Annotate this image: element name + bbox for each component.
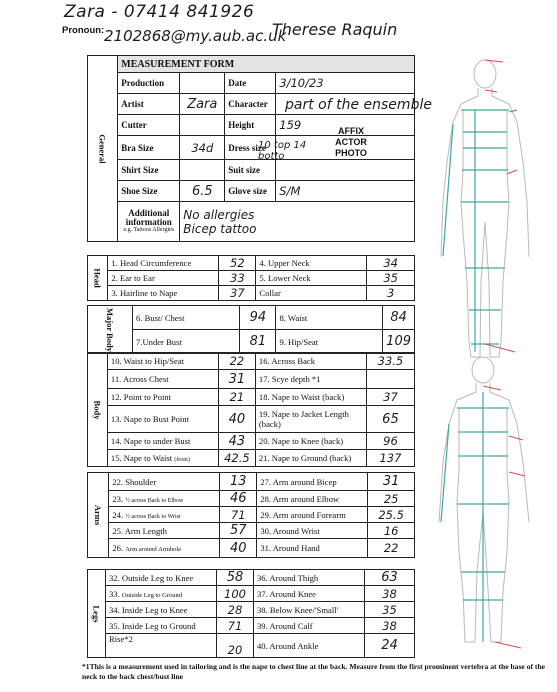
arms-row-2-label-text: 23. — [112, 493, 124, 504]
section-head: Head — [88, 256, 108, 301]
arms-row-4-label: 25. Arm Length — [109, 523, 220, 539]
arms-row-2-right-value[interactable]: 25 — [368, 491, 415, 507]
body-row-3-right-label: 18. Nape to Waist (back) — [255, 389, 366, 406]
head-row-1-value[interactable]: 52 — [219, 256, 256, 271]
head-row-2-right-value[interactable]: 35 — [367, 271, 415, 286]
artist-label: Artist — [118, 94, 180, 115]
body-row-6-label-small: (front) — [174, 457, 190, 463]
legs-row-4-right-label: 39. Around Calf — [254, 618, 365, 634]
shirt-value[interactable] — [180, 160, 225, 181]
legs-row-1-label: 32. Outside Leg to Knee — [106, 570, 217, 586]
body-row-1-value[interactable]: 22 — [218, 353, 255, 370]
arms-row-5-label-text: 26. — [112, 543, 124, 553]
form-title: MEASUREMENT FORM — [118, 56, 415, 73]
photo-placeholder: AFFIX ACTOR PHOTO — [335, 126, 367, 158]
head-row-3-label: 3. Hairline to Nape — [108, 286, 219, 301]
legs-row-2-label-text: 33. — [109, 588, 120, 599]
arms-row-2-value[interactable]: 46 — [220, 491, 257, 507]
artist-value[interactable]: Zara — [180, 94, 225, 115]
arms-row-2-right-label: 28. Arm around Elbow — [257, 491, 368, 507]
body-row-1-label: 10. Waist to Hip/Seat — [107, 353, 218, 370]
footnote: *1This is a measurement used in tailoring and is the nape to chest line at the back. Measure from the first prominent vertebra at the base of the neck to the back chest/bust line — [82, 662, 546, 681]
body-row-5-right-label: 20. Nape to Knee (back) — [255, 433, 366, 450]
additional-line2: Bicep tattoo — [183, 221, 257, 236]
arms-row-4-value[interactable]: 57 — [220, 523, 257, 539]
front-figure-measure-lines — [443, 110, 509, 352]
glove-value[interactable]: S/M — [276, 181, 415, 202]
cutter-label: Cutter — [118, 115, 180, 136]
body-row-2-right-label: 17. Scye depth *1 — [255, 370, 366, 389]
legs-row-2-label-small: Outside Leg to Ground — [121, 591, 183, 599]
arms-row-1-right-value[interactable]: 31 — [368, 473, 415, 491]
cutter-value[interactable] — [180, 115, 225, 136]
major-row-1-label: 6. Bust/ Chest — [133, 306, 240, 330]
body-table — [87, 352, 415, 467]
arms-row-1-right-label: 27. Arm around Bicep — [257, 473, 368, 491]
additional-info-cell — [118, 202, 180, 242]
height-label: Height — [225, 115, 276, 136]
arms-row-1-label: 22. Shoulder — [109, 473, 220, 491]
glove-label: Glove size — [225, 181, 276, 202]
legs-row-3-value[interactable]: 28 — [217, 602, 254, 618]
front-figure-outline — [441, 60, 529, 357]
head-row-1-label: 1. Head Circumference — [108, 256, 219, 271]
date-label: Date — [225, 73, 276, 94]
date-value[interactable]: 3/10/23 — [276, 73, 415, 94]
body-row-4-right-value[interactable]: 65 — [366, 406, 414, 433]
pronoun-label: Pronoun: — [62, 25, 105, 36]
arms-row-3-label-text: 24. — [112, 509, 124, 520]
arms-row-5-value[interactable]: 40 — [220, 539, 257, 558]
bra-label: Bra Size — [118, 136, 180, 160]
shoe-value[interactable]: 6.5 — [180, 181, 225, 202]
additional-line1: No allergies — [183, 207, 255, 222]
arms-row-5-right-label: 31. Around Hand — [257, 539, 368, 558]
arms-row-3-label — [109, 507, 220, 523]
body-row-4-label: 13. Nape to Bust Point — [107, 406, 218, 433]
head-row-3-right-label: Collar — [256, 286, 367, 301]
legs-row-3-right-value[interactable]: 35 — [365, 602, 415, 618]
additional-sub: e.g. Tattoos Allergies — [123, 227, 175, 233]
body-row-6-label-text: 15. Nape to Waist — [110, 453, 173, 463]
major-row-2-right-label: 9. Hip/Seat — [276, 330, 383, 354]
additional-label: Additional information — [125, 208, 172, 227]
character-label: Character — [225, 94, 276, 115]
section-body: Body — [88, 353, 108, 467]
arms-row-3-label-small: ½ across Back to Wrist — [125, 513, 181, 520]
legs-row-3-label: 34. Inside Leg to Knee — [106, 602, 217, 618]
major-body-table — [87, 305, 415, 354]
major-row-1-right-label: 8. Waist — [276, 306, 383, 330]
handwritten-contact: Zara - 07414 841926 — [64, 2, 255, 22]
major-row-2-label: 7.Under Bust — [133, 330, 240, 354]
arms-row-3-right-value[interactable]: 25.5 — [368, 507, 415, 523]
character-handwriting: part of the ensemble — [285, 97, 432, 113]
body-row-5-value[interactable]: 43 — [218, 433, 255, 450]
body-row-3-label: 12. Point to Point — [107, 389, 218, 406]
body-row-6-right-label: 21. Nape to Ground (back) — [255, 450, 366, 467]
handwritten-email: 2102868@my.aub.ac.uk — [104, 27, 287, 45]
body-row-3-right-value[interactable]: 37 — [366, 389, 414, 406]
body-row-4-right-label: 19. Nape to Jacket Length (back) — [255, 406, 366, 433]
shirt-label: Shirt Size — [118, 160, 180, 181]
legs-row-2-right-value[interactable]: 38 — [365, 586, 415, 602]
head-table — [87, 255, 415, 301]
height-value[interactable]: 159 — [276, 115, 415, 136]
head-row-1-right-label: 4. Upper Neck — [256, 256, 367, 271]
body-row-6-right-value[interactable]: 137 — [366, 450, 414, 467]
body-row-5-label: 14. Nape to under Bust — [107, 433, 218, 450]
bra-value[interactable]: 34d — [180, 136, 225, 160]
arms-row-4-right-label: 30. Around Wrist — [257, 523, 368, 539]
major-row-2-right-value[interactable]: 109 — [383, 330, 415, 354]
arms-row-5-label-small: Arm around Armhole — [125, 546, 182, 553]
body-row-2-value[interactable]: 31 — [218, 370, 255, 389]
back-figure-measure-lines — [441, 392, 509, 642]
body-row-1-right-label: 16. Across Back — [255, 353, 366, 370]
arms-row-3-value[interactable]: 71 — [220, 507, 257, 523]
legs-row-1-right-value[interactable]: 63 — [365, 570, 415, 586]
handwritten-role: Therese Raquin — [272, 20, 398, 39]
legs-row-5-label: Rise*2 — [106, 634, 217, 658]
head-row-2-right-label: 5. Lower Neck — [256, 271, 367, 286]
legs-row-4-right-value[interactable]: 38 — [365, 618, 415, 634]
head-row-2-value[interactable]: 33 — [219, 271, 256, 286]
body-row-5-right-value[interactable]: 96 — [366, 433, 414, 450]
production-value[interactable] — [180, 73, 225, 94]
dress-label: Dress size — [225, 136, 276, 160]
suit-label: Suit size — [225, 160, 276, 181]
arms-table — [87, 472, 415, 558]
arms-row-1-value[interactable]: 13 — [220, 473, 257, 491]
body-row-1-right-value[interactable]: 33.5 — [366, 353, 414, 370]
section-legs: Legs — [88, 570, 106, 658]
legs-row-1-value[interactable]: 58 — [217, 570, 254, 586]
dress-handwriting: 10 top 14 botto — [258, 140, 307, 162]
back-figure-outline — [439, 357, 529, 642]
body-row-2-label: 11. Across Chest — [107, 370, 218, 389]
body-row-6-value[interactable]: 42.5 — [218, 450, 255, 467]
arms-row-2-label — [109, 491, 220, 507]
body-row-3-value[interactable]: 21 — [218, 389, 255, 406]
section-major-body: Major Body — [88, 306, 133, 354]
legs-row-2-value[interactable]: 100 — [217, 586, 254, 602]
arms-row-4-right-value[interactable]: 16 — [368, 523, 415, 539]
body-row-2-right-value[interactable] — [366, 370, 414, 389]
head-row-1-right-value[interactable]: 34 — [367, 256, 415, 271]
legs-table — [87, 569, 415, 658]
arms-row-3-right-label: 29. Arm around Forearm — [257, 507, 368, 523]
legs-row-5-value[interactable]: 20 — [217, 634, 254, 658]
legs-row-5-right-value[interactable]: 24 — [365, 634, 415, 658]
section-general: General — [88, 56, 118, 242]
legs-row-4-label: 35. Inside Leg to Ground — [106, 618, 217, 634]
head-row-3-right-value[interactable]: 3 — [367, 286, 415, 301]
legs-row-4-value[interactable]: 71 — [217, 618, 254, 634]
arms-row-5-label — [109, 539, 220, 558]
arms-row-5-right-value[interactable]: 22 — [368, 539, 415, 558]
legs-row-5-right-label: 40. Around Ankle — [254, 634, 365, 658]
major-row-2-value[interactable]: 81 — [240, 330, 276, 354]
head-row-3-value[interactable]: 37 — [219, 286, 256, 301]
legs-row-3-right-label: 38. Below Knee/'Small' — [254, 602, 365, 618]
legs-row-1-right-label: 36. Around Thigh — [254, 570, 365, 586]
major-row-1-value[interactable]: 94 — [240, 306, 276, 330]
body-row-6-label — [107, 450, 218, 467]
arms-row-2-label-small: ½ across Back to Elbow — [125, 497, 184, 504]
body-row-4-value[interactable]: 40 — [218, 406, 255, 433]
production-label: Production — [118, 73, 180, 94]
body-diagram — [425, 52, 553, 652]
legs-row-2-label — [106, 586, 217, 602]
suit-value[interactable] — [276, 160, 415, 181]
additional-value[interactable] — [180, 202, 415, 242]
legs-row-2-right-label: 37. Around Knee — [254, 586, 365, 602]
section-arms: Arms — [88, 473, 109, 558]
major-row-1-right-value[interactable]: 84 — [383, 306, 415, 330]
head-row-2-label: 2. Ear to Ear — [108, 271, 219, 286]
shoe-label: Shoe Size — [118, 181, 180, 202]
